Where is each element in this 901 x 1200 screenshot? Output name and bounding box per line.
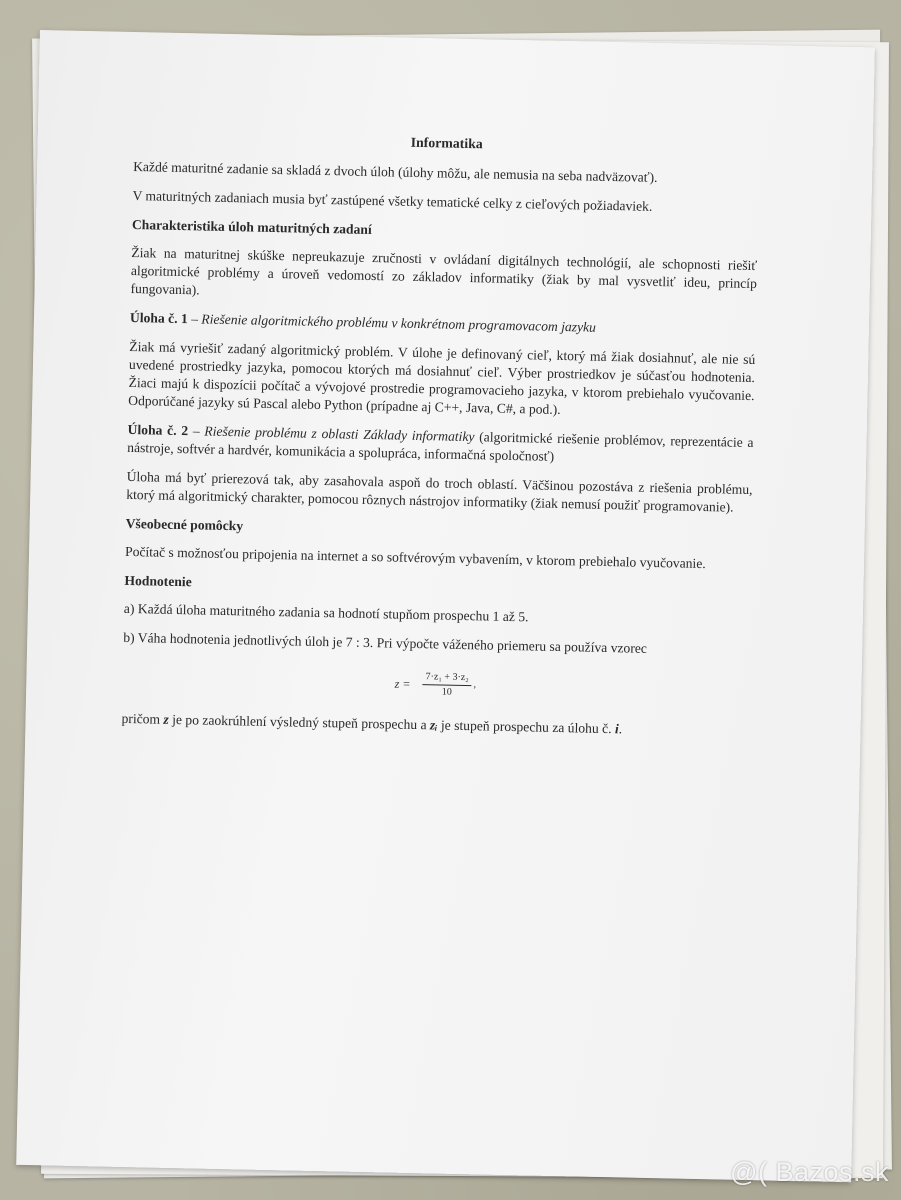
task-1-paragraph: Žiak má vyriešiť zadaný algoritmický problém. V úlohe je definovaný cieľ, ktorý má žiak dosiahnuť, ale nie sú uvedené prostriedky jazyka, pomocou ktorých má dosiahnuť cieľ. Výber prostriedkov je súčasťou hodnotenia. Žiaci majú k dispozícii počítač a vývojové prostredie programovacieho jazyka, v ktorom prebiehalo vyučovanie. Odporúčané jazyky sú Pascal alebo Python (prípadne aj C++, Java, C#, a pod.). [128,338,756,417]
page-title: Informatika [410,134,483,152]
formula-lhs: z = [394,676,411,691]
note-variable-z: z [163,711,169,727]
bazos-watermark: @( Bazos.sk [730,1157,889,1187]
evaluation-item-b: b) Váha hodnotenia jednotlivých úloh je 7 : 3. Pri výpočte váženého priemeru sa používa vzorec [123,629,648,656]
task-2-label: Úloha č. 2 [127,421,189,439]
formula-fraction [422,671,472,699]
formula-numerator: 7·z₁ + 3·z₂ [422,671,471,686]
characteristics-paragraph: Žiak na maturitnej skúške nepreukazuje zručnosti v ovládaní digitálnych technológií, ale schopnosti riešiť algoritmické problémy a úroveň vedomostí zo základov informatiky (žiak by mal vysvetliť ideu, princíp fungovania). [130,244,758,298]
task-1-title: Riešenie algoritmického problému v konkrétnom programovacom jazyku [201,311,597,335]
formula-explanation [121,710,747,741]
note-variable-i: i [614,721,619,737]
section-heading-evaluation: Hodnotenie [124,572,192,590]
task-2-scope: (algoritmické riešenie problémov, reprezentácie a nástroje, softvér a hardvér, komunikácia a spolupráca, informačná spoločnosť) [127,429,754,464]
evaluation-item-a: a) Každá úloha maturitného zadania sa hodnotí stupňom prospechu 1 až 5. [123,600,529,625]
task-2-separator: – [187,423,205,439]
section-heading-characteristics: Charakteristika úloh maturitných zadaní [131,216,372,237]
task-2-title: Riešenie problému z oblasti Základy informatiky [204,423,475,445]
page-content [121,128,760,752]
note-part-4: . [618,721,623,737]
intro-paragraph-2: V maturitných zadaniach musia byť zastúpené všetky tematické celky z cieľových požiadaviek. [132,187,653,214]
task-1-label: Úloha č. 1 [129,309,188,327]
weighted-average-formula [122,658,749,711]
note-variable-zi: zᵢ [429,717,438,733]
formula-denominator: 10 [441,686,452,698]
formula-tail: , [473,679,477,691]
intro-paragraph-1: Každé maturitné zadanie sa skladá z dvoch úloh (úlohy môžu, ale nemusia na seba nadväzovať). [133,158,658,185]
document-page [16,30,875,1182]
section-heading-aids: Všeobecné pomôcky [125,515,244,534]
aids-paragraph: Počítač s možnosťou pripojenia na internet a so softvérovým vybavením, v ktorom prebiehalo vyučovanie. [124,543,706,572]
note-part-3: je stupeň prospechu za úlohu č. [437,717,616,737]
task-2-heading [127,421,754,470]
note-part-1: pričom [121,710,164,727]
task-1-separator: – [187,311,202,327]
task-2-paragraph: Úloha má byť prierezová tak, aby zasahovala aspoň do troch oblastí. Väčšinou pozostáva z riešenia problému, ktorý má algoritmický charakter, pomocou rôznych nástrojov informatiky (žiak nemusí použiť programovanie). [126,468,753,515]
task-1-heading [130,309,756,340]
note-part-2: je po zaokrúhlení výsledný stupeň prospechu a [168,711,431,733]
